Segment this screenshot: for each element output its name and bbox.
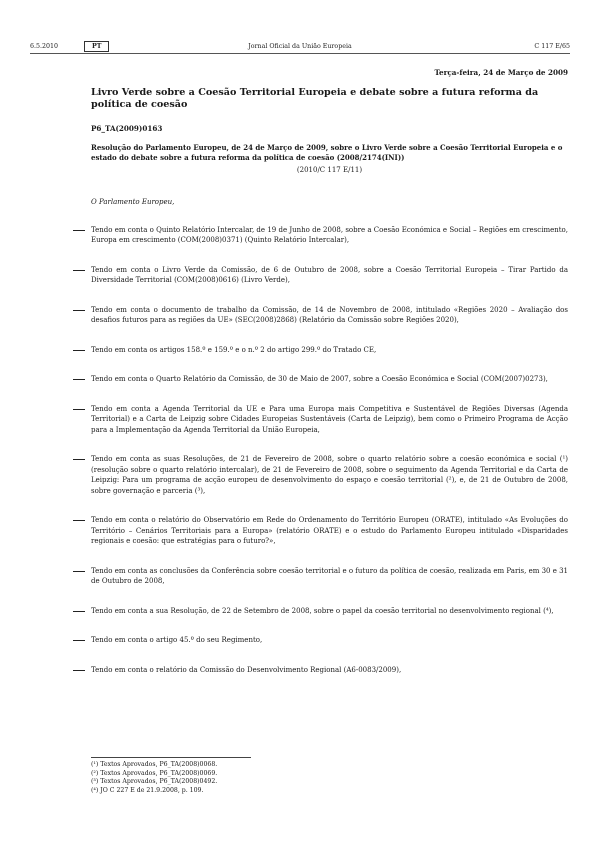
document-body: [91, 68, 568, 694]
resolution-heading: [91, 143, 568, 163]
dash-marker: [73, 571, 85, 572]
journal-name: Jornal Oficial da União Europeia: [248, 43, 352, 50]
recital-text: Tendo em conta o Livro Verde da Comissão, de 6 de Outubro de 2008, sobre a Coesão Territorial Europeia – Tirar Partido da Diversidade Territorial (COM(2008)0616) (Livro Verde),: [91, 265, 568, 284]
recital-text: Tendo em conta a sua Resolução, de 22 de Setembro de 2008, sobre o papel da coesão territorial no desenvolvimento regional (⁴),: [91, 606, 554, 615]
header-left: [30, 41, 109, 52]
recital-text: Tendo em conta o artigo 45.º do seu Regimento,: [91, 636, 263, 644]
recital-item: [91, 345, 568, 356]
recital-text: Tendo em conta o Quinto Relatório Intercalar, de 19 de Junho de 2008, sobre a Coesão Económica e Social – Regiões em crescimento, Europa em crescimento (COM(2008)0371) (Quinto Relatório Intercalar),: [91, 225, 568, 244]
footnote: (³) Textos Aprovados, P6_TA(2008)0492.: [91, 778, 218, 786]
document-reference: P6_TA(2009)0163: [91, 124, 163, 133]
resolution-code: (2008/2174(INI)): [336, 153, 405, 162]
header-rule: [30, 53, 570, 54]
footnote: (¹) Textos Aprovados, P6_TA(2008)0068.: [91, 761, 218, 768]
sitting-date: Terça-feira, 24 de Março de 2009: [434, 68, 568, 77]
recital-text: Tendo em conta a Agenda Territorial da UE e Para uma Europa mais Competitiva e Sustentável de Regiões Diversas (Agenda Territorial) e a Carta de Leipzig sobre Cidades Europeias Sustentáveis (Carta de Leipzig), bem como o Primeiro Programa de Acção para a Implementação da Agenda Territorial da União Europeia,: [91, 404, 568, 434]
footnote: (²) Textos Aprovados, P6_TA(2008)0069.: [91, 769, 218, 777]
resolution-text: Resolução do Parlamento Europeu, de 24 de Março de 2009, sobre o Livro Verde sobre a Coesão Territorial Europeia e o estado do debate sobre a futura reforma da política de coesão: [91, 143, 563, 162]
dash-marker: [73, 270, 85, 271]
recital-text: Tendo em conta o Quarto Relatório da Comissão, de 30 de Maio de 2007, sobre a Coesão Económica e Social (COM(2007)0273),: [91, 375, 548, 383]
recital-item: [91, 374, 568, 385]
dash-marker: [73, 230, 85, 231]
dash-marker: [73, 520, 85, 521]
dash-marker: [73, 459, 85, 460]
recital-item: [91, 515, 568, 547]
language-badge: PT: [84, 41, 109, 52]
recital-item: [91, 225, 568, 246]
recital-text: Tendo em conta o relatório do Observatório em Rede do Ordenamento do Território Europeu (ORATE), intitulado «As Evoluções do Território – Cenários Territoriais para a Europa» (relatório ORATE) e o estudo do Parlamento Europeu intitulado «Disparidades regionais e coesão: que estratégias para o futuro?»,: [91, 516, 568, 545]
recital-text: Tendo em conta o documento de trabalho da Comissão, de 14 de Novembro de 2008, intitulado «Regiões 2020 – Avaliação dos desafios futuros para as regiões da UE» (SEC(2008)2868) (Relatório da Comissão sobre Regiões 2020),: [91, 305, 568, 324]
recital-text: Tendo em conta as suas Resoluções, de 21 de Fevereiro de 2008, sobre o quarto relatório sobre a coesão económica e social (¹) (resolução sobre o quarto relatório intercalar), de 21 de Fevereiro de 2008, sobre o seguimento da Agenda Territorial e da Carta de Leipzig: Para um programa de acção europeu de desenvolvimento do espaço e coesão territorial (²), e, de 21 de Outubro de 2008, sobre governação e parceria (³),: [91, 455, 568, 495]
document-title: Livro Verde sobre a Coesão Territorial Europeia e debate sobre a futura reforma da política de coesão: [91, 87, 539, 110]
dash-marker: [73, 409, 85, 410]
dash-marker: [73, 310, 85, 311]
official-journal-reference: (2010/C 117 E/11): [296, 166, 363, 174]
recital-item: [91, 635, 568, 646]
dash-marker: [73, 350, 85, 351]
recital-item: [91, 265, 568, 286]
footnotes: [91, 757, 251, 795]
running-header: [30, 41, 570, 52]
dash-marker: [73, 611, 85, 612]
footnote: (⁴) JO C 227 E de 21.9.2008, p. 109.: [91, 786, 204, 794]
recital-text: Tendo em conta o relatório da Comissão do Desenvolvimento Regional (A6-0083/2009),: [91, 665, 402, 674]
header-date: 6.5.2010: [30, 43, 59, 50]
dash-marker: [73, 379, 85, 380]
recital-text: Tendo em conta os artigos 158.º e 159.º e o n.º 2 do artigo 299.º do Tratado CE,: [91, 345, 377, 354]
page-reference: C 117 E/65: [534, 43, 570, 50]
recital-item: [91, 606, 568, 617]
recital-item: [91, 454, 568, 496]
resolution-body: [91, 197, 568, 675]
recital-item: [91, 404, 568, 436]
recital-item: [91, 665, 568, 676]
recital-item: [91, 305, 568, 326]
recital-item: [91, 566, 568, 587]
recital-text: Tendo em conta as conclusões da Conferência sobre coesão territorial e o futuro da política de coesão, realizada em Paris, em 30 e 31 de Outubro de 2008,: [91, 566, 568, 585]
intro-line: O Parlamento Europeu,: [91, 198, 175, 206]
dash-marker: [73, 640, 85, 641]
dash-marker: [73, 670, 85, 671]
